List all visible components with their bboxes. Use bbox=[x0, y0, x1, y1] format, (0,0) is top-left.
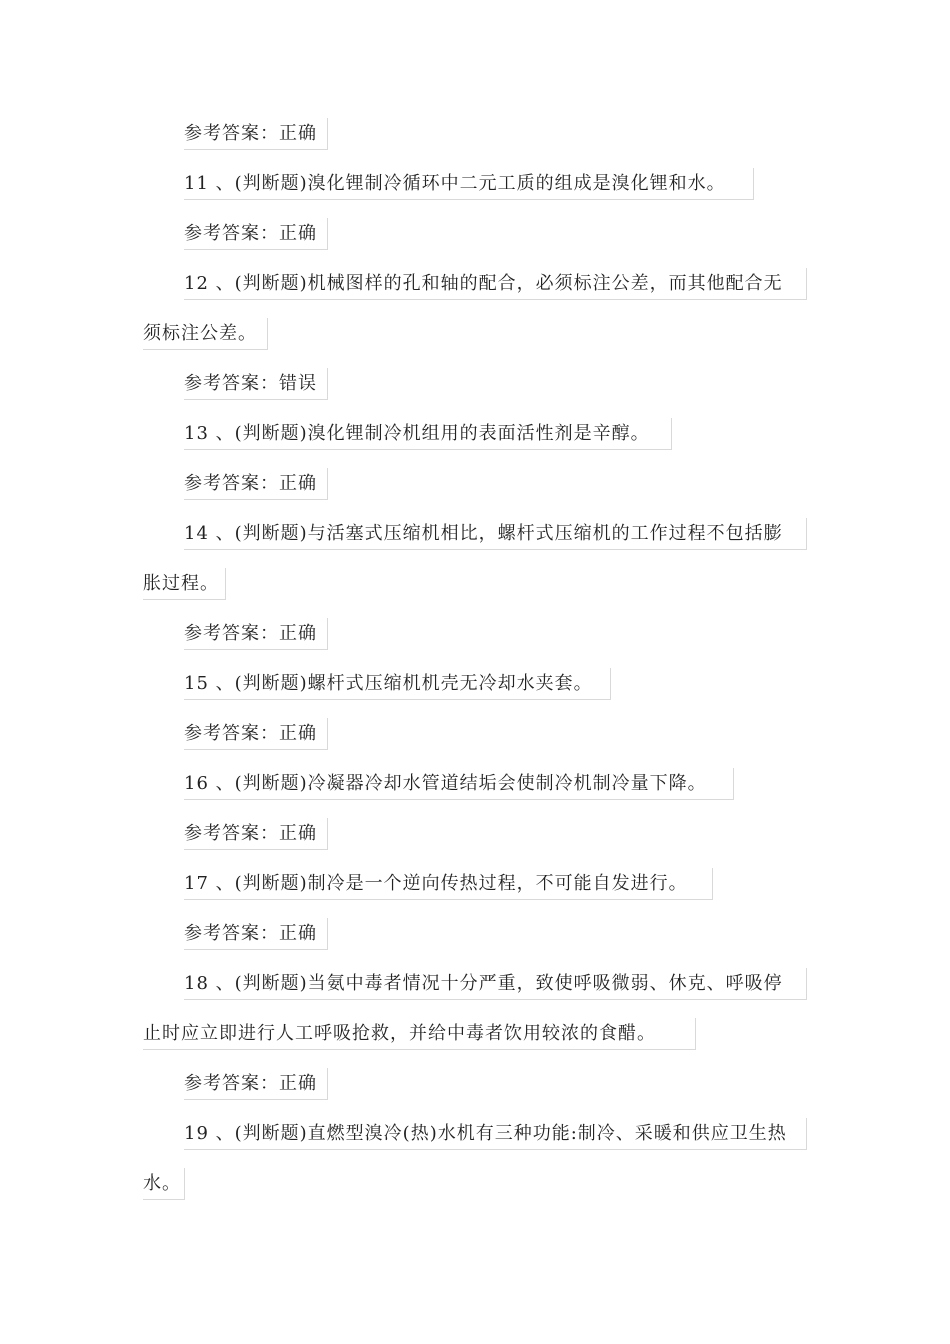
question-12-line-1: 12 、(判断题)机械图样的孔和轴的配合，必须标注公差，而其他配合无 bbox=[184, 268, 807, 300]
answer-14: 参考答案：正确 bbox=[184, 618, 328, 650]
question-19-line-2: 水。 bbox=[143, 1168, 185, 1200]
answer-15: 参考答案：正确 bbox=[184, 718, 328, 750]
answer-18: 参考答案：正确 bbox=[184, 1068, 328, 1100]
answer-17: 参考答案：正确 bbox=[184, 918, 328, 950]
answer-11: 参考答案：正确 bbox=[184, 218, 328, 250]
question-14-line-2: 胀过程。 bbox=[143, 568, 226, 600]
question-13: 13 、(判断题)溴化锂制冷机组用的表面活性剂是辛醇。 bbox=[184, 418, 672, 450]
answer-16: 参考答案：正确 bbox=[184, 818, 328, 850]
question-19-line-1: 19 、(判断题)直燃型溴冷(热)水机有三种功能:制冷、采暖和供应卫生热 bbox=[184, 1118, 807, 1150]
question-18-line-1: 18 、(判断题)当氨中毒者情况十分严重，致使呼吸微弱、休克、呼吸停 bbox=[184, 968, 807, 1000]
answer-12: 参考答案：错误 bbox=[184, 368, 328, 400]
question-18-line-2: 止时应立即进行人工呼吸抢救，并给中毒者饮用较浓的食醋。 bbox=[143, 1018, 696, 1050]
question-15: 15 、(判断题)螺杆式压缩机机壳无冷却水夹套。 bbox=[184, 668, 611, 700]
question-14-line-1: 14 、(判断题)与活塞式压缩机相比，螺杆式压缩机的工作过程不包括膨 bbox=[184, 518, 807, 550]
question-17: 17 、(判断题)制冷是一个逆向传热过程，不可能自发进行。 bbox=[184, 868, 713, 900]
answer-10: 参考答案：正确 bbox=[184, 118, 328, 150]
question-16: 16 、(判断题)冷凝器冷却水管道结垢会使制冷机制冷量下降。 bbox=[184, 768, 734, 800]
question-12-line-2: 须标注公差。 bbox=[143, 318, 268, 350]
question-11: 11 、(判断题)溴化锂制冷循环中二元工质的组成是溴化锂和水。 bbox=[184, 168, 754, 200]
answer-13: 参考答案：正确 bbox=[184, 468, 328, 500]
